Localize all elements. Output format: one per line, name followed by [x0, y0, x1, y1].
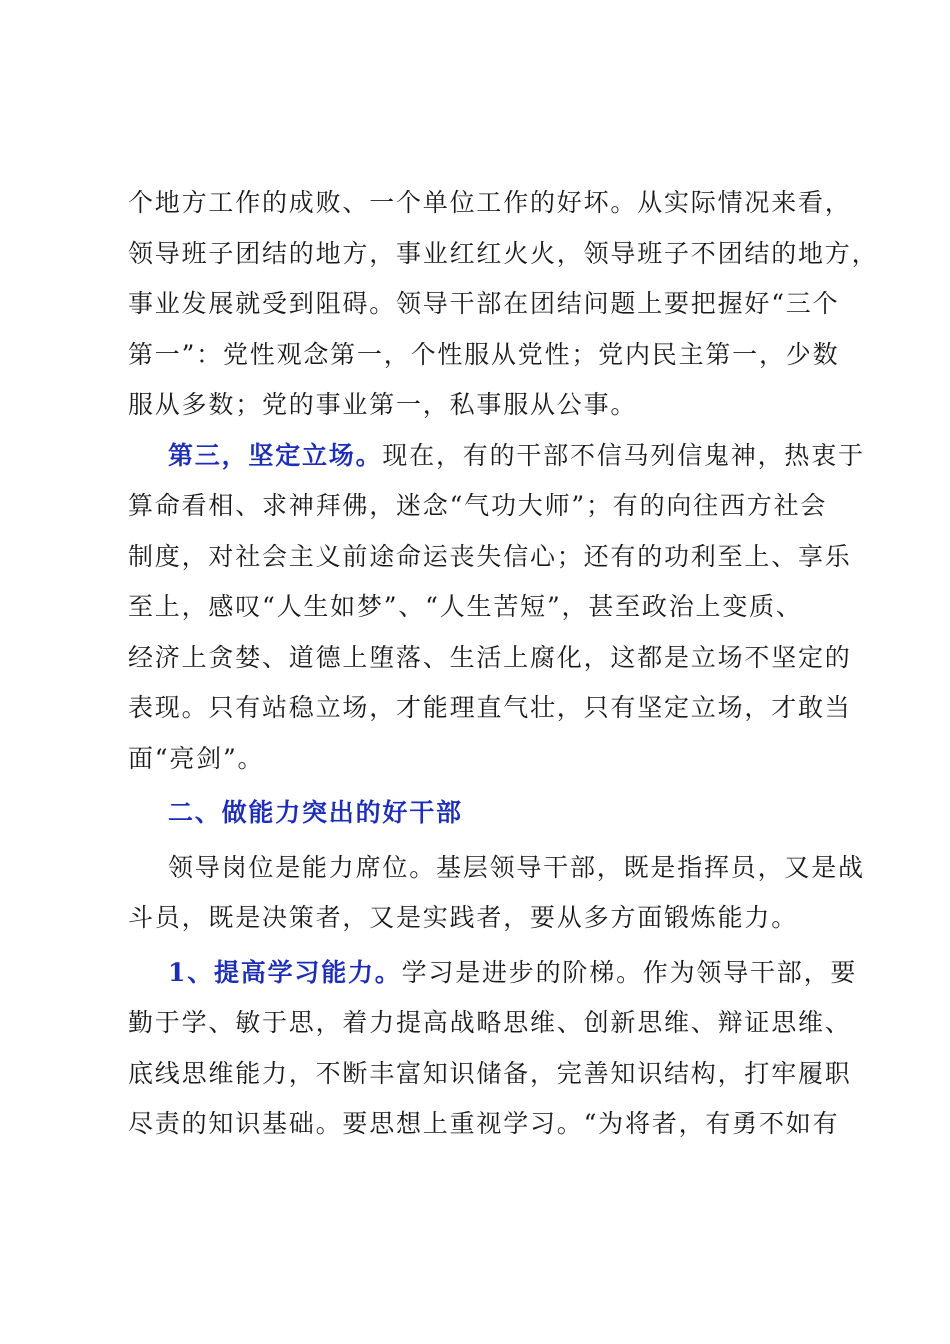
text-line: 至上，感叹“人生如梦”、“人生苦短”，甚至政治上变质、: [128, 592, 803, 621]
text-line: [128, 948, 858, 999]
text-line: 制度，对社会主义前途命运丧失信心；还有的功利至上、享乐: [128, 541, 852, 571]
text-line: 表现。只有站稳立场，才能理直气壮，只有坚定立场，才敢当: [128, 693, 852, 722]
text-line: 尽责的知识基础。要思想上重视学习。“为将者，有勇不如有: [128, 1109, 840, 1138]
text-line: 第一”：党性观念第一，个性服从党性；党内民主第一，少数: [128, 339, 840, 369]
text-line: 事业发展就受到阻碍。领导干部在团结问题上要把握好“三个: [128, 289, 840, 318]
text-run: 现在，有的干部不信马列信鬼神，热衷于: [382, 440, 865, 470]
text-line: 勤于学、敏于思，着力提高战略思维、创新思维、辩证思维、: [128, 1008, 852, 1037]
text-line: 斗员，既是决策者，又是实践者，要从多方面锻炼能力。: [128, 903, 799, 932]
text-line: 经济上贪婪、道德上堕落、生活上腐化，这都是立场不坚定的: [128, 642, 852, 672]
document-body: [128, 178, 879, 1150]
text-line: [128, 431, 865, 482]
paragraph-unity: [128, 178, 879, 431]
text-run: 学习是进步的阶梯。作为领导干部，要: [401, 957, 858, 987]
section-heading-text: 二、做能力突出的好干部: [168, 798, 463, 827]
section-heading: [128, 788, 838, 839]
paragraph-lead-learning: 1、提高学习能力。: [168, 957, 402, 987]
text-line: 领导班子团结的地方，事业红红火火，领导班子不团结的地方，: [128, 238, 879, 268]
text-line: 面“亮剑”。: [128, 743, 265, 773]
text-line: 个地方工作的成败、一个单位工作的好坏。从实际情况来看，: [128, 188, 852, 217]
paragraph-learning-ability: [128, 948, 858, 1150]
paragraph-firm-stance: [128, 431, 865, 785]
paragraph-ability-intro: [128, 843, 865, 944]
text-line: 领导岗位是能力席位。基层领导干部，既是指挥员，又是战: [168, 852, 865, 882]
paragraph-lead-firm-stance: 第三，坚定立场。: [168, 440, 383, 470]
text-line: 服从多数；党的事业第一，私事服从公事。: [128, 390, 638, 419]
text-line: 算命看相、求神拜佛，迷念“气功大师”；有的向往西方社会: [128, 491, 828, 520]
text-line: 底线思维能力，不断丰富知识储备，完善知识结构，打牢履职: [128, 1058, 852, 1088]
